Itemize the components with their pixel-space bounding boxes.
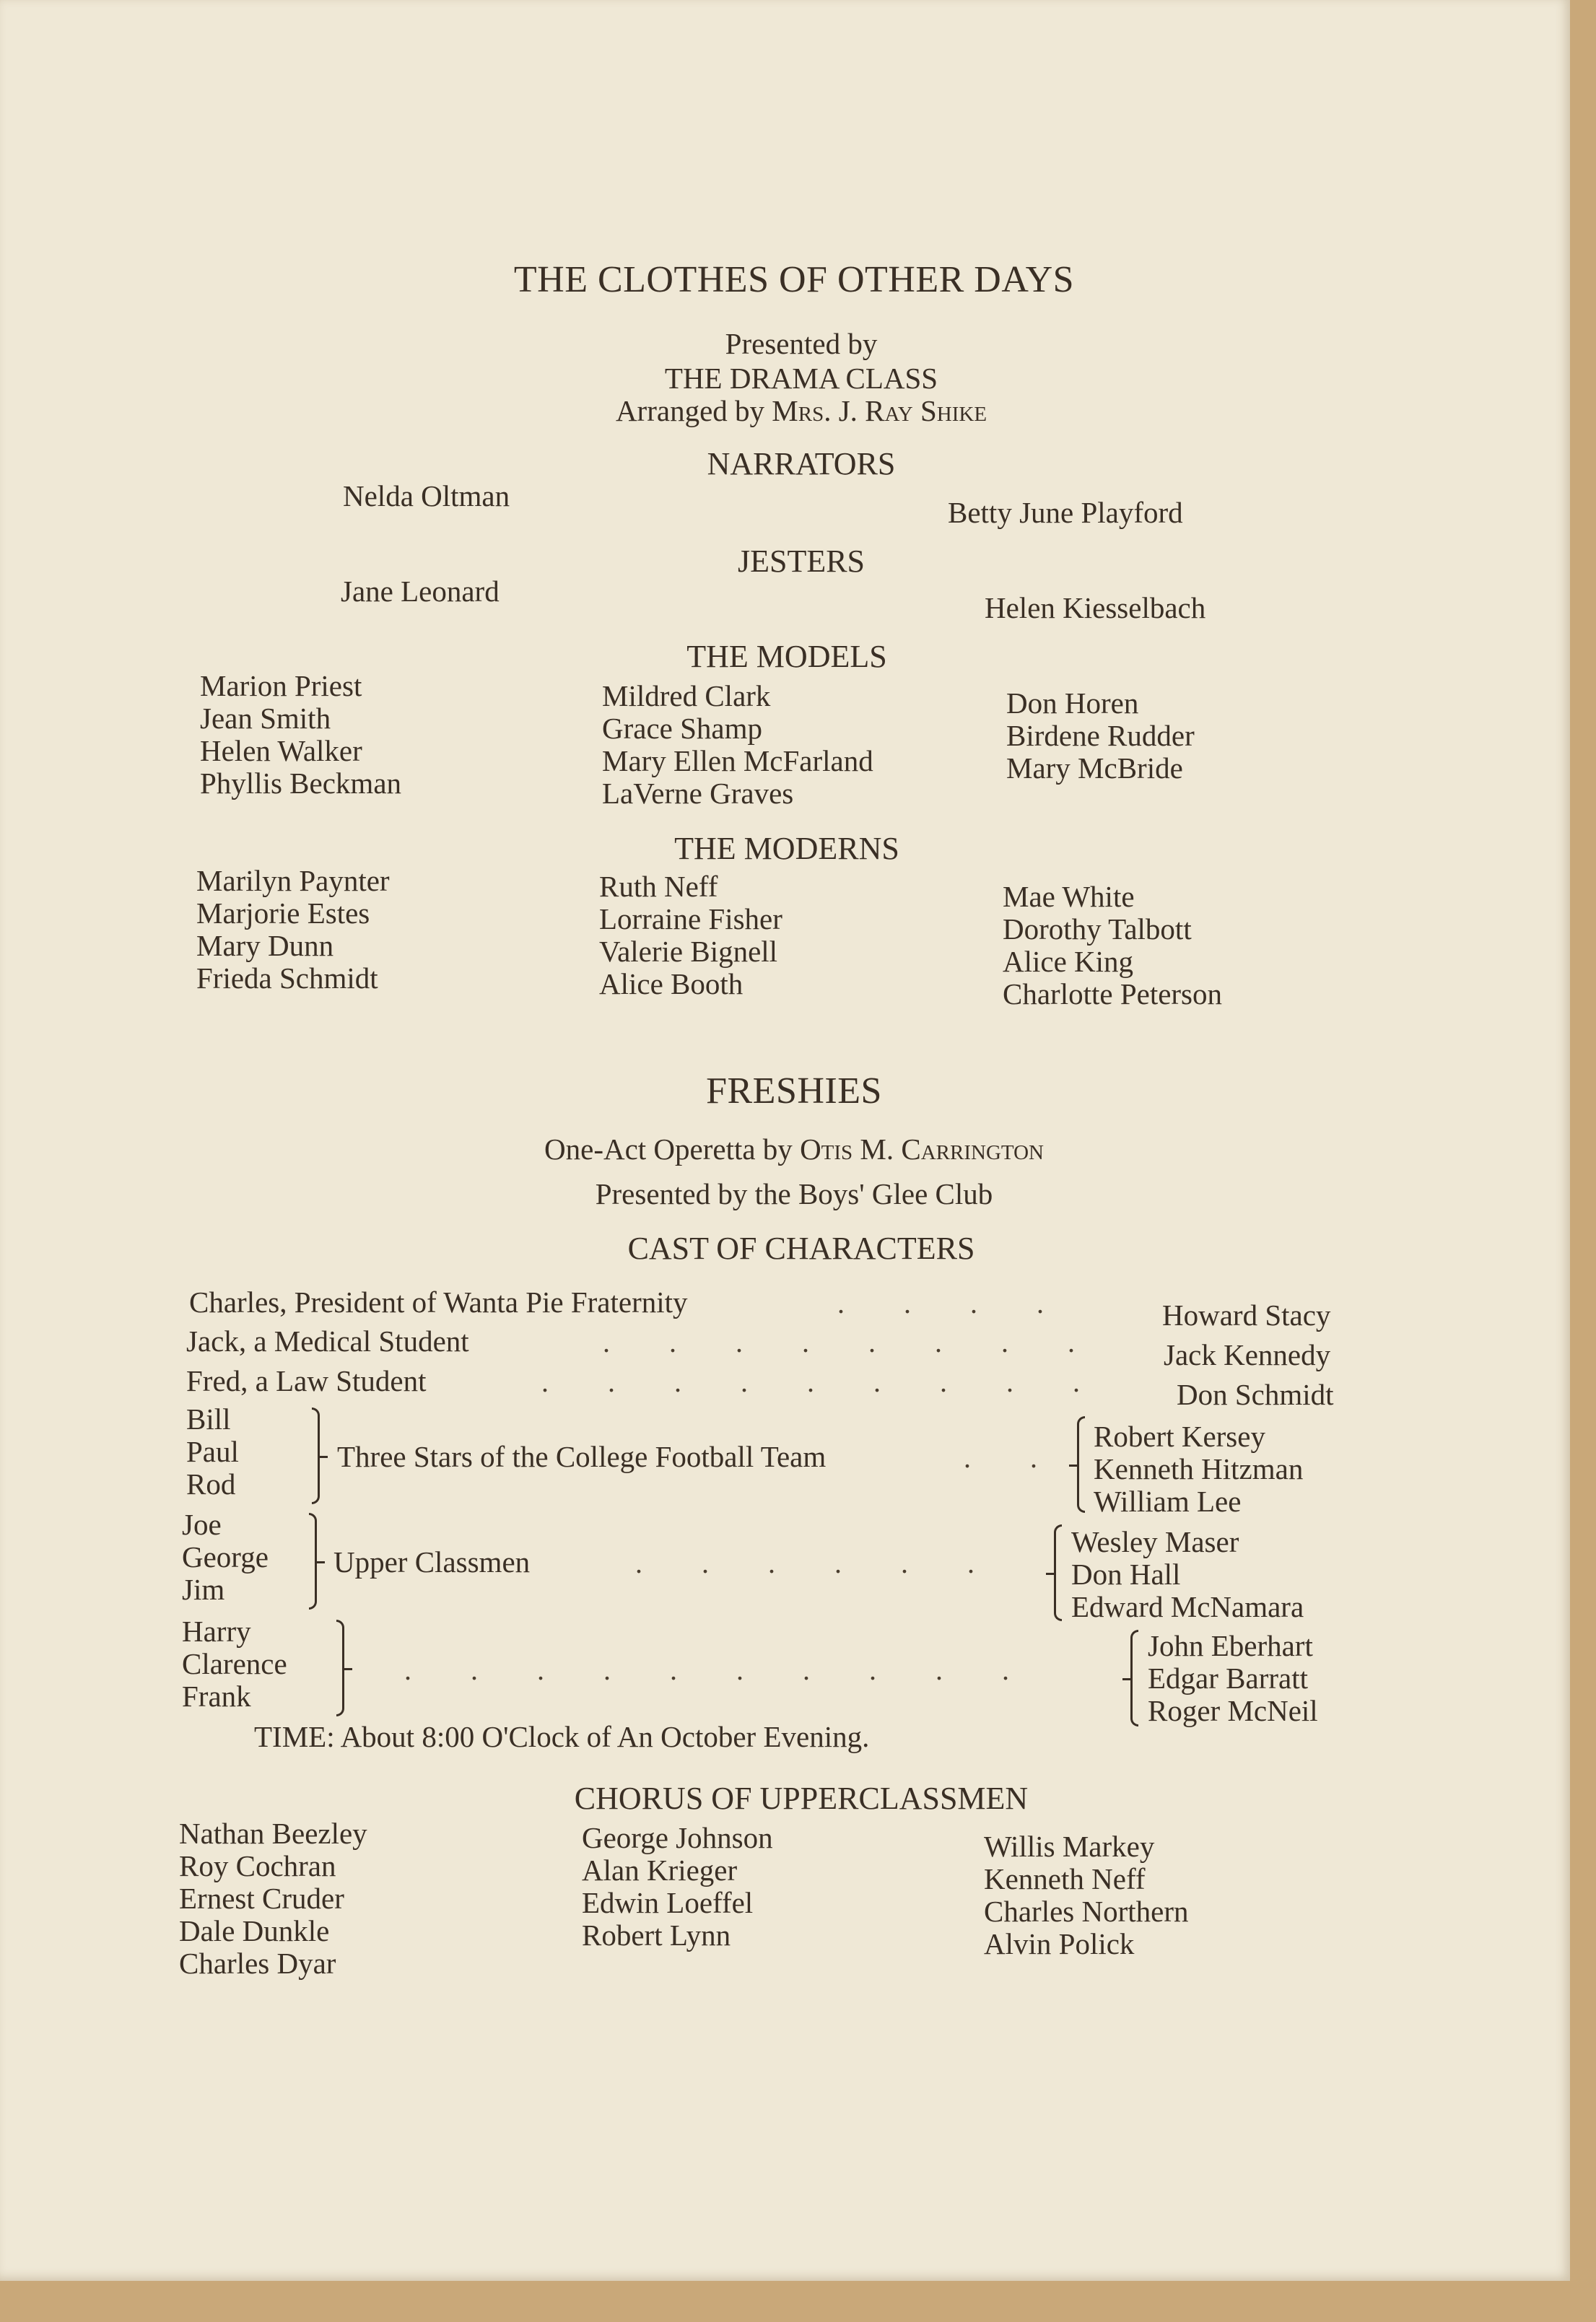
list-item: Grace Shamp <box>602 712 762 745</box>
list-item: Mildred Clark <box>602 679 771 712</box>
narrator-right: Betty June Playford <box>948 496 1183 529</box>
left-brace <box>1077 1416 1085 1513</box>
list-item: Mae White <box>1003 880 1135 913</box>
list-item: Edgar Barratt <box>1148 1662 1308 1695</box>
operetta-presented: Presented by the Boys' Glee Club <box>595 1177 993 1210</box>
list-item: Frank <box>182 1680 251 1713</box>
operetta-author: Otis M. Carrington <box>800 1132 1044 1166</box>
cast-actor: Howard Stacy <box>1162 1299 1331 1332</box>
models-col-1 <box>200 670 401 800</box>
list-item: Valerie Bignell <box>599 935 778 968</box>
list-item: Paul <box>186 1435 239 1468</box>
cast-actor: Jack Kennedy <box>1164 1338 1331 1371</box>
time-line: TIME: About 8:00 O'Clock of An October Evening. <box>254 1720 870 1753</box>
list-item: Ernest Cruder <box>179 1882 344 1915</box>
list-item: Don Horen <box>1006 686 1139 720</box>
arranged-by <box>476 393 1126 428</box>
list-item: Bill <box>186 1402 231 1436</box>
right-brace <box>336 1620 344 1716</box>
jester-left: Jane Leonard <box>341 575 500 608</box>
list-item: William Lee <box>1094 1485 1242 1518</box>
list-item: Charles Dyar <box>179 1947 336 1980</box>
moderns-heading: THE MODERNS <box>674 831 899 866</box>
presented-by: Presented by <box>725 327 878 360</box>
models-col-3 <box>1006 687 1195 785</box>
list-item: Harry <box>182 1615 251 1648</box>
list-item: Ruth Neff <box>599 870 718 903</box>
leader-dots: . . . . . . . . <box>603 1326 1101 1358</box>
leader-dots: . . . . . . . . . <box>541 1366 1106 1398</box>
cast-role: Fred, a Law Student <box>186 1364 427 1397</box>
left-brace <box>1054 1524 1062 1621</box>
list-item: Robert Kersey <box>1094 1420 1265 1453</box>
list-item: Kenneth Neff <box>984 1862 1146 1895</box>
narrator-left: Nelda Oltman <box>343 479 510 512</box>
list-item: Charles Northern <box>984 1895 1189 1928</box>
list-item: Alice King <box>1003 945 1134 978</box>
list-item: Mary Dunn <box>196 929 334 962</box>
chorus-col-2 <box>582 1822 773 1952</box>
list-item: Edward McNamara <box>1071 1590 1304 1623</box>
list-item: Edwin Loeffel <box>582 1886 754 1919</box>
list-item: Dale Dunkle <box>179 1914 330 1947</box>
moderns-col-3 <box>1003 881 1222 1011</box>
leader-dots: . . . . . . <box>635 1547 1000 1579</box>
list-item: George <box>182 1540 269 1574</box>
operetta-line <box>404 1132 1184 1166</box>
chorus-col-3 <box>984 1830 1189 1960</box>
list-item: Marjorie Estes <box>196 896 370 930</box>
list-item: Marion Priest <box>200 669 362 702</box>
group-actors <box>1094 1420 1303 1518</box>
chorus-col-1 <box>179 1817 367 1980</box>
moderns-col-1 <box>196 865 390 995</box>
jester-right: Helen Kiesselbach <box>985 591 1206 624</box>
right-brace <box>309 1513 317 1610</box>
list-item: Clarence <box>182 1647 287 1680</box>
list-item: Charlotte Peterson <box>1003 977 1223 1011</box>
jesters-heading: JESTERS <box>737 544 865 579</box>
left-brace <box>1130 1630 1138 1727</box>
list-item: Jean Smith <box>200 702 331 735</box>
leader-dots: . . <box>964 1441 1063 1474</box>
leader-dots: . . . . . . . . . . <box>404 1654 1035 1686</box>
cast-heading: CAST OF CHARACTERS <box>627 1231 975 1266</box>
list-item: Alice Booth <box>599 967 744 1000</box>
list-item: Alvin Polick <box>984 1927 1135 1960</box>
list-item: Marilyn Paynter <box>196 864 390 897</box>
list-item: Roger McNeil <box>1148 1694 1318 1727</box>
group-description: Three Stars of the College Football Team <box>337 1440 827 1473</box>
list-item: Frieda Schmidt <box>196 961 378 995</box>
right-brace <box>312 1407 320 1504</box>
group-roles <box>186 1403 239 1501</box>
arranger-name: Mrs. J. Ray Shike <box>772 394 987 427</box>
chorus-heading: CHORUS OF UPPERCLASSMEN <box>574 1781 1029 1816</box>
list-item: Willis Markey <box>984 1830 1155 1863</box>
group-actors <box>1071 1526 1304 1623</box>
group-name: THE DRAMA CLASS <box>664 362 938 395</box>
list-item: Dorothy Talbott <box>1003 912 1192 946</box>
list-item: George Johnson <box>582 1821 773 1854</box>
play-title: THE CLOTHES OF OTHER DAYS <box>513 259 1075 300</box>
list-item: Rod <box>186 1467 236 1501</box>
list-item: Joe <box>182 1508 222 1541</box>
list-item: Jim <box>182 1573 225 1606</box>
cast-actor: Don Schmidt <box>1177 1378 1334 1411</box>
leader-dots: . . . . <box>837 1287 1070 1319</box>
group-description: Upper Classmen <box>333 1545 531 1579</box>
cast-role: Charles, President of Wanta Pie Fraternity <box>189 1286 688 1319</box>
operetta-title: FRESHIES <box>706 1070 882 1112</box>
list-item: Nathan Beezley <box>179 1817 367 1850</box>
list-item: Lorraine Fisher <box>599 902 782 935</box>
list-item: Wesley Maser <box>1071 1525 1239 1558</box>
list-item: Birdene Rudder <box>1006 719 1195 752</box>
arranged-prefix: Arranged by <box>615 394 772 427</box>
group-actors <box>1148 1630 1318 1727</box>
list-item: Phyllis Beckman <box>200 767 402 800</box>
list-item: Alan Krieger <box>582 1854 738 1887</box>
list-item: John Eberhart <box>1148 1629 1313 1662</box>
group-roles <box>182 1615 287 1713</box>
moderns-col-2 <box>599 870 782 1000</box>
list-item: Don Hall <box>1071 1558 1181 1591</box>
group-roles <box>182 1509 269 1606</box>
list-item: LaVerne Graves <box>602 777 794 810</box>
list-item: Mary McBride <box>1006 751 1183 785</box>
list-item: Helen Walker <box>200 734 362 767</box>
models-heading: THE MODELS <box>686 639 887 674</box>
operetta-prefix: One-Act Operetta by <box>544 1132 801 1166</box>
list-item: Mary Ellen McFarland <box>602 744 873 777</box>
models-col-2 <box>602 680 873 810</box>
cast-role: Jack, a Medical Student <box>186 1324 469 1358</box>
list-item: Kenneth Hitzman <box>1094 1452 1304 1485</box>
narrators-heading: NARRATORS <box>707 446 896 481</box>
list-item: Robert Lynn <box>582 1919 731 1952</box>
list-item: Roy Cochran <box>179 1849 336 1882</box>
